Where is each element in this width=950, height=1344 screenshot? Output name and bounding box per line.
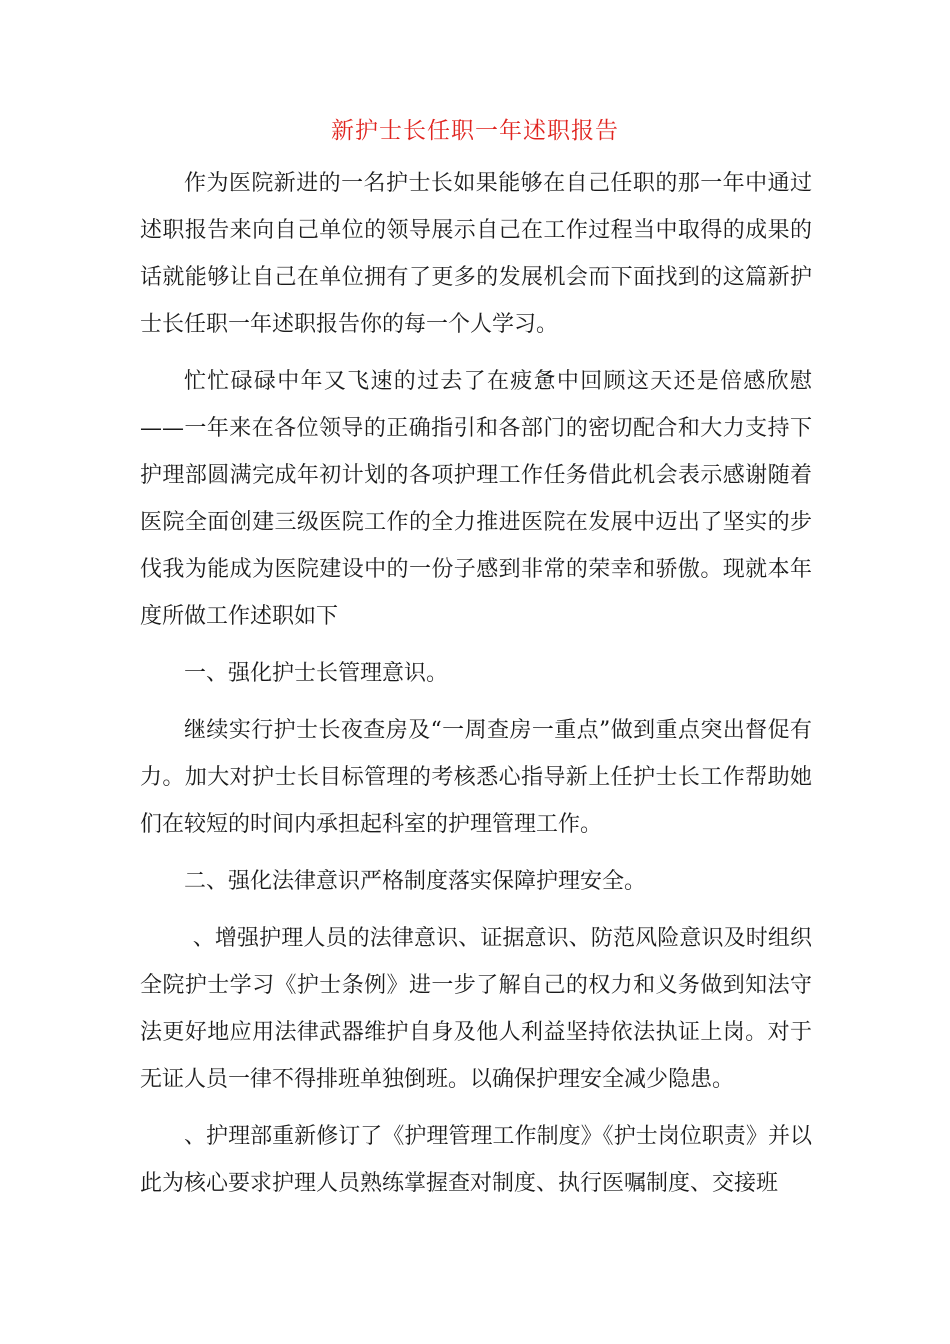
document-body: [140, 160, 812, 1217]
section-heading-1: 一、强化护士长管理意识。: [184, 661, 449, 686]
document-title: 新护士长任职一年述职报告: [331, 118, 619, 144]
paragraph-review: 忙忙碌碌中年又飞速的过去了在疲惫中回顾这天还是倍感欣慰——一年来在各位领导的正确指引和各部门的密切配合和大力支持下护理部圆满完成年初计划的各项护理工作任务借此机会表示感谢随着医院全面创建三级医院工作的全力推进医院在发展中迈出了坚实的步伐我为能成为医院建设中的一份子感到非常的荣幸和骄傲。现就本年度所做工作述职如下: [140, 369, 812, 629]
paragraph-section-2-item-1: 、增强护理人员的法律意识、证据意识、防范风险意识及时组织全院护士学习《护士条例》进一步了解自己的权力和义务做到知法守法更好地应用法律武器维护自身及他人利益坚持依法执证上岗。对于无证人员一律不得排班单独倒班。以确保护理安全减少隐患。: [140, 926, 812, 1092]
section-heading-2: 二、强化法律意识严格制度落实保障护理安全。: [184, 869, 647, 894]
paragraph-section-1: 继续实行护士长夜查房及“一周查房一重点”做到重点突出督促有力。加大对护士长目标管理的考核悉心指导新上任护士长工作帮助她们在较短的时间内承担起科室的护理管理工作。: [140, 718, 812, 837]
paragraph-section-2-item-2: 、护理部重新修订了《护理管理工作制度》《护士岗位职责》并以此为核心要求护理人员熟练掌握查对制度、执行医嘱制度、交接班: [140, 1124, 812, 1196]
paragraph-intro: 作为医院新进的一名护士长如果能够在自己任职的那一年中通过述职报告来向自己单位的领导展示自己在工作过程当中取得的成果的话就能够让自己在单位拥有了更多的发展机会而下面找到的这篇新护士长任职一年述职报告你的每一个人学习。: [140, 171, 812, 337]
